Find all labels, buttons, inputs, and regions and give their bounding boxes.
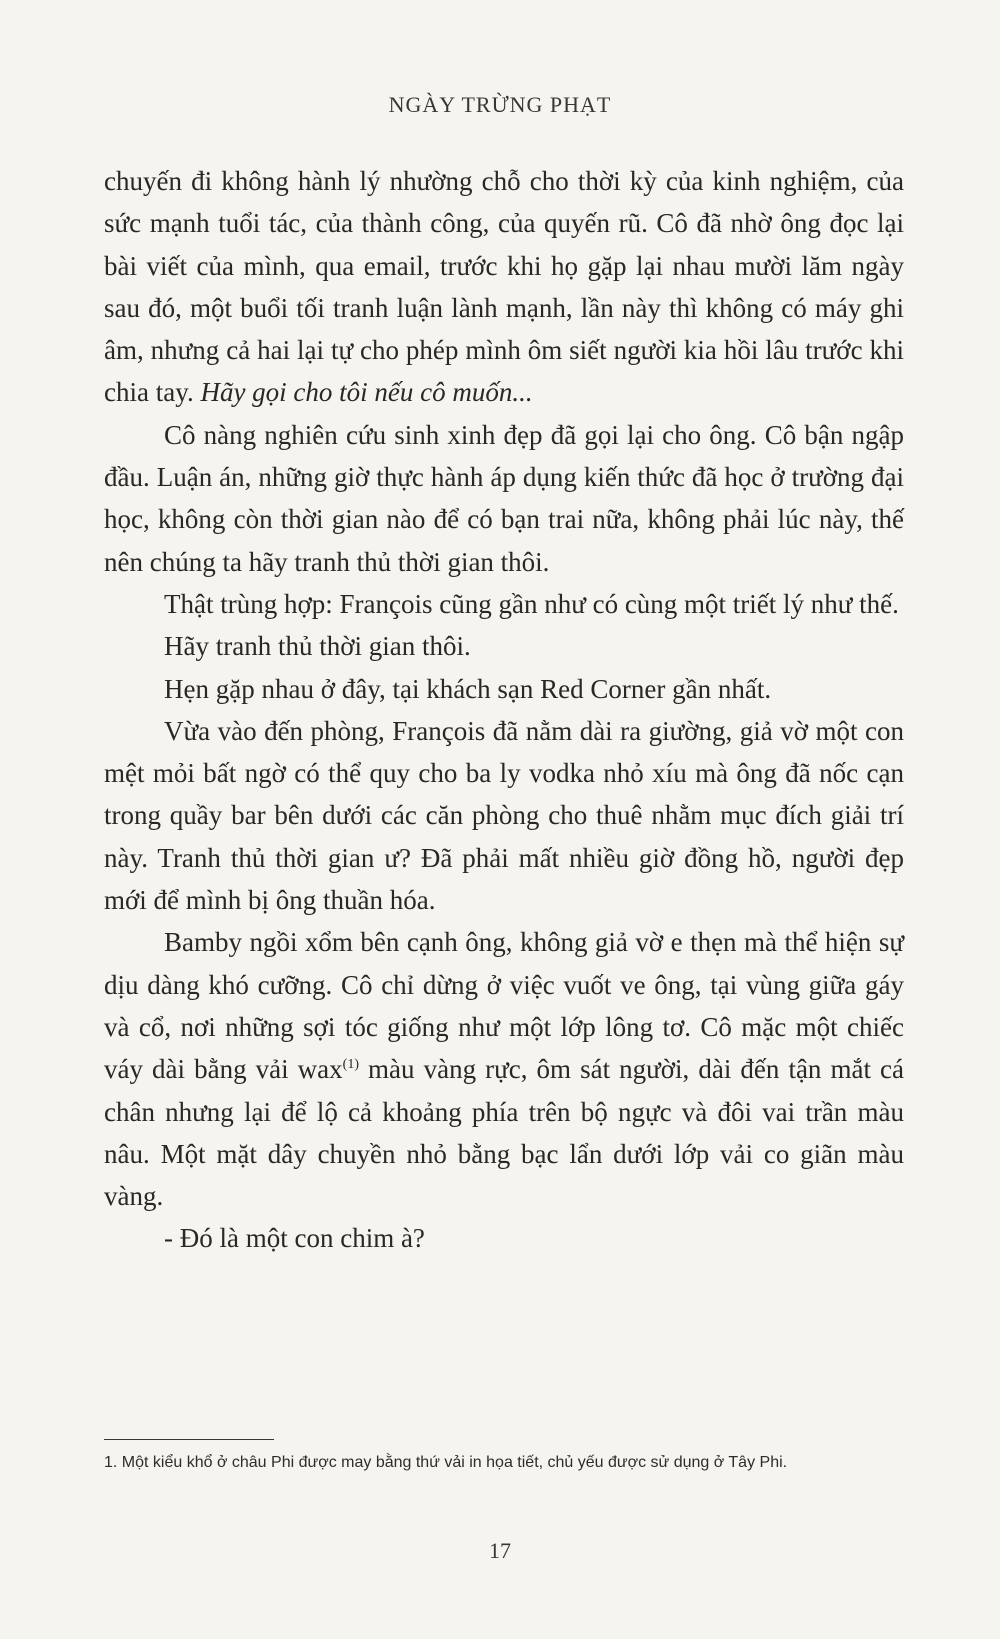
paragraph-4: Hãy tranh thủ thời gian thôi.	[164, 631, 471, 662]
footnote: 1. Một kiểu khổ ở châu Phi được may bằng thứ vải in họa tiết, chủ yếu được sử dụng ở Tây Phi.	[104, 1454, 788, 1471]
footnote-divider	[104, 1439, 274, 1440]
body-text	[104, 160, 904, 1260]
paragraph-7	[104, 921, 904, 1217]
paragraph-6: Vừa vào đến phòng, François đã nằm dài ra giường, giả vờ một con mệt mỏi bất ngờ có thể quy cho ba ly vodka nhỏ xíu mà ông đã nốc cạn trong quầy bar bên dưới các căn phòng cho thuê nhằm mục đích giải trí này. Tranh thủ thời gian ư? Đã phải mất nhiều giờ đồng hồ, người đẹp mới để mình bị ông thuần hóa.	[104, 715, 904, 916]
paragraph-1	[104, 160, 904, 414]
page-number: 17	[489, 1538, 511, 1563]
running-header: NGÀY TRỪNG PHẠT	[388, 92, 612, 117]
paragraph-1-italic: Hãy gọi cho tôi nếu cô muốn...	[200, 377, 533, 408]
paragraph-7-text-a: Bamby ngồi xổm bên cạnh ông, không giả vờ e thẹn mà thể hiện sự dịu dàng khó cưỡng. Cô chỉ dừng ở việc vuốt ve ông, tại vùng giữa gáy và cổ, nơi những sợi tóc giống như một lớp lông tơ. Cô mặc một chiếc váy dài bằng vải wax	[104, 927, 904, 1085]
paragraph-8: - Đó là một con chim à?	[164, 1223, 425, 1254]
paragraph-5: Hẹn gặp nhau ở đây, tại khách sạn Red Corner gần nhất.	[164, 673, 772, 704]
paragraph-3: Thật trùng hợp: François cũng gần như có cùng một triết lý như thế.	[164, 588, 899, 619]
paragraph-7-text-b: màu vàng rực, ôm sát người, dài đến tận mắt cá chân nhưng lại để lộ cả khoảng phía trên bộ ngực và đôi vai trần màu nâu. Một mặt dây chuyền nhỏ bằng bạc lẩn dưới lớp vải co giãn màu vàng.	[104, 1054, 904, 1212]
paragraph-2: Cô nàng nghiên cứu sinh xinh đẹp đã gọi lại cho ông. Cô bận ngập đầu. Luận án, những giờ thực hành áp dụng kiến thức đã học ở trường đại học, không còn thời gian nào để có bạn trai nữa, không phải lúc này, thế nên chúng ta hãy tranh thủ thời gian thôi.	[104, 419, 904, 577]
footnote-marker: (1)	[342, 1057, 359, 1073]
paragraph-1-text: chuyến đi không hành lý nhường chỗ cho thời kỳ của kinh nghiệm, của sức mạnh tuổi tác, của thành công, của quyến rũ. Cô đã nhờ ông đọc lại bài viết của mình, qua email, trước khi họ gặp lại nhau mười lăm ngày sau đó, một buổi tối tranh luận lành mạnh, lần này thì không có máy ghi âm, nhưng cả hai lại tự cho phép mình ôm siết người kia hồi lâu trước khi chia tay.	[104, 166, 904, 408]
